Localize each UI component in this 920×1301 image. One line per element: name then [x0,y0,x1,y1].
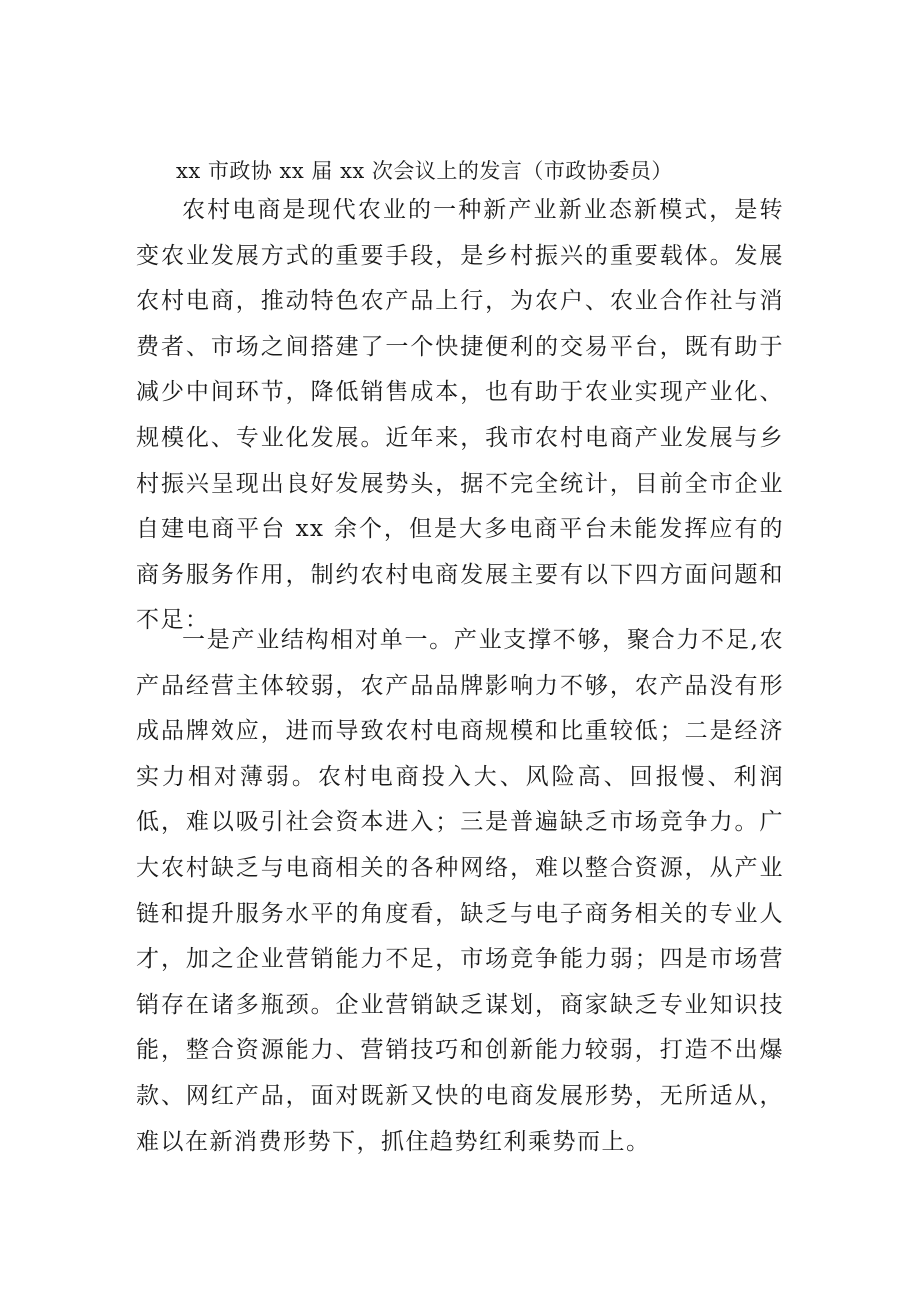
paragraph-intro: 农村电商是现代农业的一种新产业新业态新模式，是转变农业发展方式的重要手段，是乡村振兴的重要载体。发展农村电商，推动特色农产品上行，为农户、农业合作社与消费者、市场之间搭建了一个快捷便利的交易平台，既有助于减少中间环节，降低销售成本，也有助于农业实现产业化、规模化、专业化发展。近年来，我市农村电商产业发展与乡村振兴呈现出良好发展势头，据不完全统计，目前全市企业自建电商平台 xx 余个，但是大多电商平台未能发挥应有的商务服务作用，制约农村电商发展主要有以下四方面问题和不足： [136,197,784,634]
document-title: xx 市政协 xx 届 xx 次会议上的发言（市政协委员） [176,159,673,183]
paragraph-problems: 一是产业结构相对单一。产业支撑不够，聚合力不足,农产品经营主体较弱，农产品品牌影响力不够，农产品没有形成品牌效应，进而导致农村电商规模和比重较低；二是经济实力相对薄弱。农村电商投入大、风险高、回报慢、利润低，难以吸引社会资本进入；三是普遍缺乏市场竞争力。广大农村缺乏与电商相关的各种网络，难以整合资源，从产业链和提升服务水平的角度看，缺乏与电子商务相关的专业人才，加之企业营销能力不足，市场竞争能力弱；四是市场营销存在诸多瓶颈。企业营销缺乏谋划，商家缺乏专业知识技能，整合资源能力、营销技巧和创新能力较弱，打造不出爆款、网红产品，面对既新又快的电商发展形势，无所适从，难以在新消费形势下，抓住趋势红利乘势而上。 [136,627,784,1155]
